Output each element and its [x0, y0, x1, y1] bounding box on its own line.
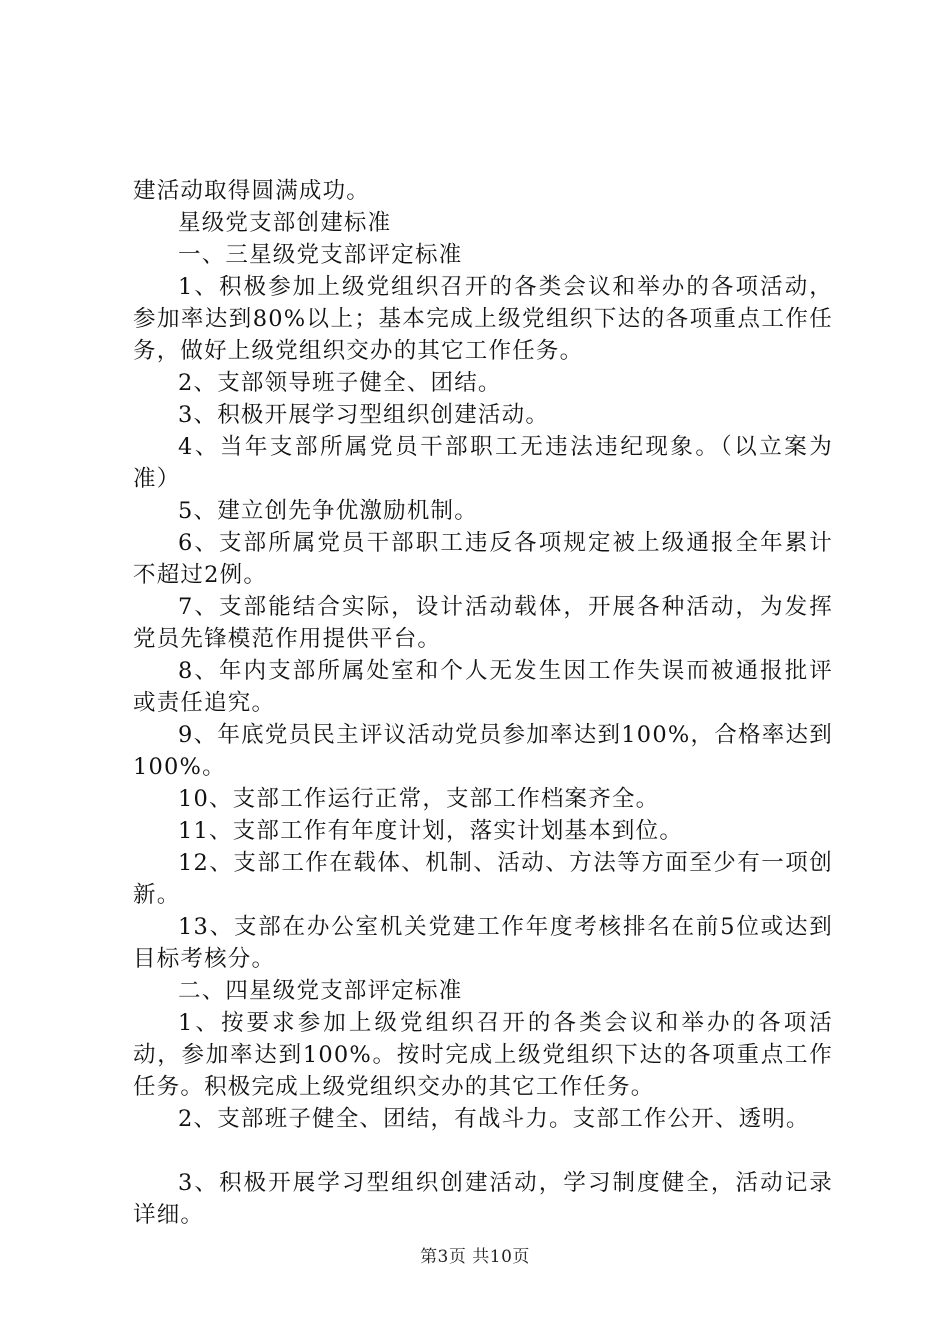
- paragraph-item: 13、支部在办公室机关党建工作年度考核排名在前5位或达到目标考核分。: [133, 914, 833, 972]
- heading-four-star: 二、四星级党支部评定标准: [178, 978, 463, 1004]
- paragraph-item: 9、年底党员民主评议活动党员参加率达到100%，合格率达到100%。: [133, 722, 833, 780]
- paragraph-item: 4、当年支部所属党员干部职工无违法违纪现象。（以立案为准）: [133, 434, 833, 492]
- paragraph-item: 2、支部班子健全、团结，有战斗力。支部工作公开、透明。: [178, 1106, 810, 1132]
- paragraph-continuation: 建活动取得圆满成功。: [133, 178, 371, 204]
- paragraph-item: 8、年内支部所属处室和个人无发生因工作失误而被通报批评或责任追究。: [133, 658, 833, 716]
- paragraph-item: 2、支部领导班子健全、团结。: [178, 370, 502, 396]
- heading-three-star: 一、三星级党支部评定标准: [178, 242, 463, 268]
- paragraph-item: 7、支部能结合实际，设计活动载体，开展各种活动，为发挥党员先锋模范作用提供平台。: [133, 594, 833, 652]
- paragraph-item: 3、积极开展学习型组织创建活动。: [178, 402, 550, 428]
- paragraph-item: 3、积极开展学习型组织创建活动，学习制度健全，活动记录详细。: [133, 1170, 833, 1228]
- paragraph-item: 10、支部工作运行正常，支部工作档案齐全。: [178, 786, 660, 812]
- page-number-footer: 第3页 共10页: [420, 1247, 530, 1267]
- paragraph-item: 1、按要求参加上级党组织召开的各类会议和举办的各项活动，参加率达到100%。按时完成上级党组织下达的各项重点工作任务。积极完成上级党组织交办的其它工作任务。: [133, 1010, 833, 1100]
- blank-line: [133, 1135, 833, 1167]
- paragraph-item: 5、建立创先争优激励机制。: [178, 498, 478, 524]
- section-title: 星级党支部创建标准: [178, 210, 392, 236]
- paragraph-item: 11、支部工作有年度计划，落实计划基本到位。: [178, 818, 684, 844]
- paragraph-item: 12、支部工作在载体、机制、活动、方法等方面至少有一项创新。: [133, 850, 833, 908]
- paragraph-item: 1、积极参加上级党组织召开的各类会议和举办的各项活动，参加率达到80%以上；基本完成上级党组织下达的各项重点工作任务，做好上级党组织交办的其它工作任务。: [133, 274, 833, 364]
- document-body: [133, 175, 833, 1231]
- paragraph-item: 6、支部所属党员干部职工违反各项规定被上级通报全年累计不超过2例。: [133, 530, 833, 588]
